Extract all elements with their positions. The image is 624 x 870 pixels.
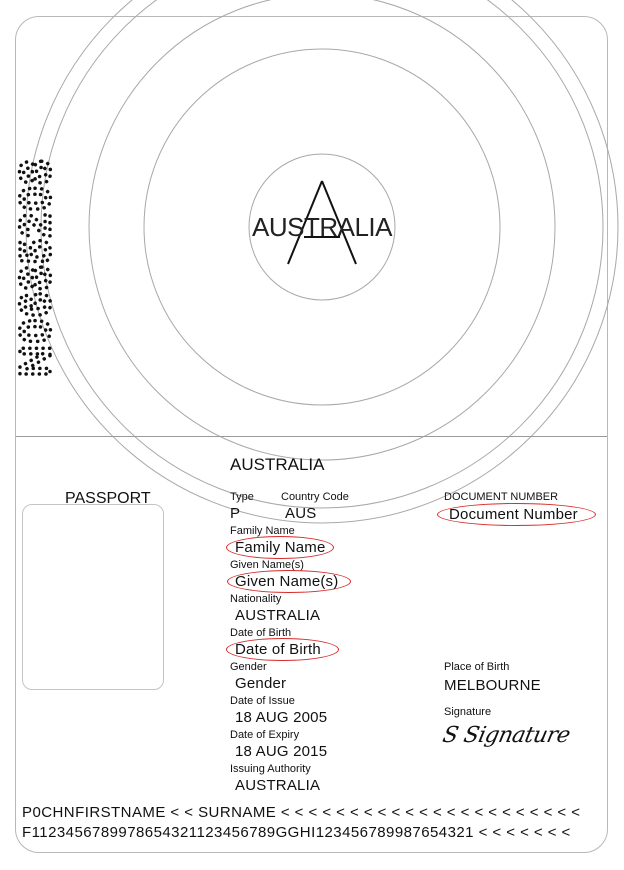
issuing-authority-value: AUSTRALIA [235, 777, 321, 794]
date-of-expiry-label: Date of Expiry [230, 729, 300, 741]
document-title: PASSPORT [65, 490, 151, 507]
photo-box [22, 504, 164, 690]
type-label: Type [230, 491, 254, 503]
date-of-expiry-value: 18 AUG 2015 [235, 743, 328, 760]
country-code-value: AUS [285, 505, 317, 522]
place-of-birth-label: Place of Birth [444, 661, 510, 673]
signature-label: Signature [444, 706, 492, 718]
mrz-line-2: F1123456789978654321123456789GGHI123456789987654321 < < < < < < < [22, 824, 571, 841]
header-country: AUSTRALIA [230, 455, 325, 474]
family-name-label: Family Name [230, 525, 295, 537]
outer-ring-1 [26, 0, 618, 523]
country-code-label: Country Code [281, 491, 349, 503]
signature-image: S Signature [440, 723, 573, 748]
issuing-authority-label: Issuing Authority [230, 763, 311, 775]
document-number-label: DOCUMENT NUMBER [444, 491, 559, 503]
dob-label: Date of Birth [230, 627, 292, 639]
page-divider [16, 436, 607, 437]
given-names-label: Given Name(s) [230, 559, 304, 571]
date-of-issue-value: 18 AUG 2005 [235, 709, 328, 726]
outer-ring-2 [41, 0, 603, 508]
given-names-value: Given Name(s) [235, 573, 339, 590]
emblem-country-text: AUSTRALIA [252, 212, 392, 242]
nationality-value: AUSTRALIA [235, 607, 321, 624]
dob-value: Date of Birth [235, 641, 321, 658]
mrz-line-1: P0CHNFIRSTNAME < < SURNAME < < < < < < < < < < < < < < < < < < < < < < [22, 804, 581, 821]
gender-value: Gender [235, 675, 287, 692]
perforated-number: N0685208 [11, 157, 60, 377]
date-of-issue-label: Date of Issue [230, 695, 295, 707]
place-of-birth-value: MELBOURNE [444, 677, 541, 694]
document-number-value: Document Number [449, 506, 578, 523]
type-value: P [230, 505, 241, 522]
nationality-label: Nationality [230, 593, 282, 605]
family-name-value: Family Name [235, 539, 326, 556]
gender-label: Gender [230, 661, 267, 673]
emblem-area [11, 17, 609, 437]
